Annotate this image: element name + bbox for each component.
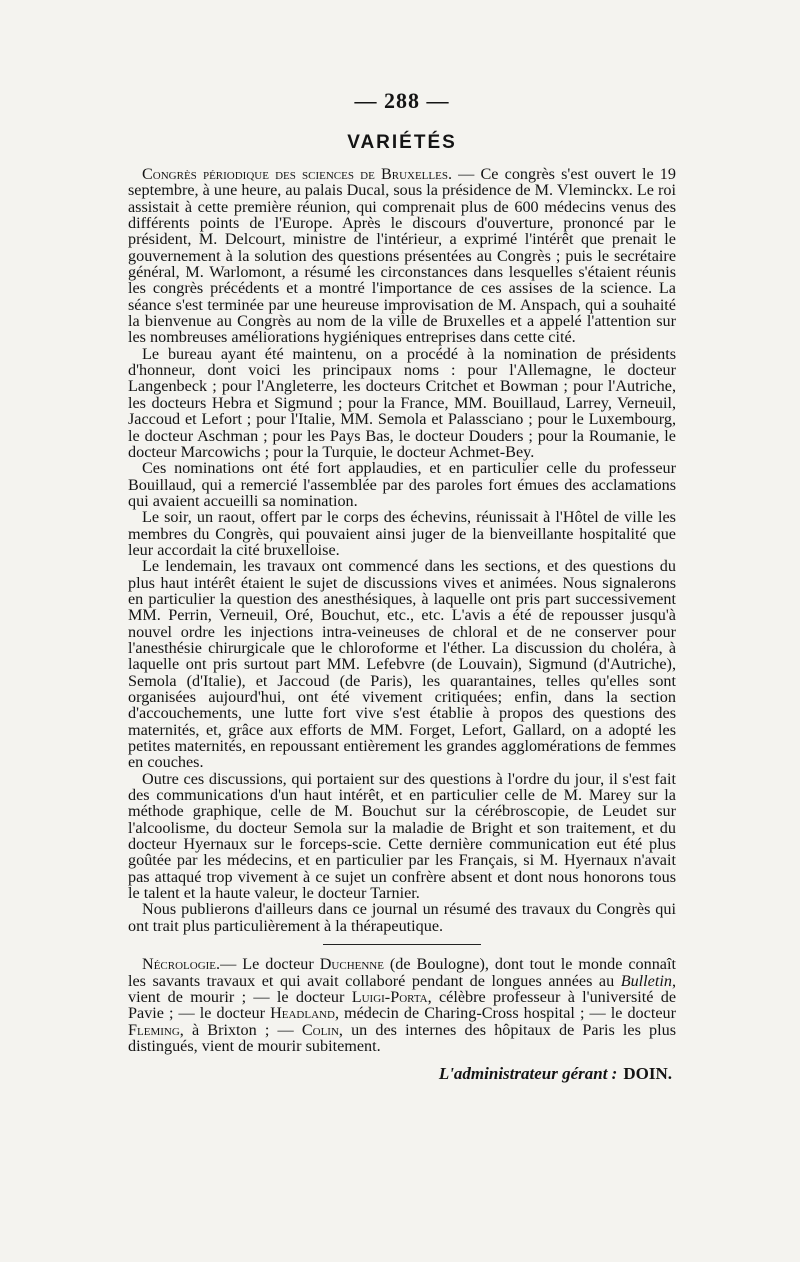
- necrologie-text-5: , médecin de Charing-Cross hospital ; — le docteur: [334, 1004, 676, 1023]
- necrologie-text-2: (de Boulogne), dont tout le monde connaît les savants travaux et qui avait collaboré pendant de longues années au: [128, 955, 676, 990]
- name-luigi-porta: Luigi-Porta: [351, 987, 428, 1006]
- page-number: — 288 —: [354, 88, 450, 113]
- necrologie-text-1: — Le docteur: [220, 955, 320, 974]
- name-colin: Colin: [301, 1020, 339, 1039]
- paragraph-future-summary: Nous publierons d'ailleurs dans ce journal un résumé des travaux du Congrès qui ont trait plus particulièrement à la thérapeutique.: [128, 900, 676, 935]
- necrologie-text-3: , vient de mourir ; — le docteur: [128, 971, 676, 1006]
- signature-label: L'administrateur gérant :: [438, 1064, 618, 1084]
- signature: [128, 1064, 672, 1084]
- name-fleming: Fleming: [128, 1020, 180, 1039]
- bulletin-title: Bulletin: [620, 971, 672, 990]
- signature-name: DOIN.: [623, 1064, 672, 1084]
- section-title: VARIÉTÉS: [347, 132, 457, 153]
- paragraph-nominations-applause: Ces nominations ont été fort applaudies, et en particulier celle du professeur Bouillaud, qui a remercié l'assemblée par des paroles fort émues des acclamations qui avaient accueilli sa nomination.: [128, 459, 676, 510]
- necrologie-text-7: , un des internes des hôpitaux de Paris les plus distingués, vient de mourir subitement.: [128, 1020, 676, 1055]
- paragraph-section-work: Le lendemain, les travaux ont commencé dans les sections, et des questions du plus haut intérêt étaient le sujet de discussions vives et animées. Nous signalerons en particulier la question des anesthésiques, à laquelle ont pris part successivement MM. Perrin, Verneuil, Oré, Bouchut, etc., etc. L'avis a été de repousser jusqu'à nouvel ordre les injections intra-veineuses de chloral et de ne conserver pour l'anesthésie chirurgicale que le chloroforme et l'éther. La discussion du choléra, à laquelle ont pris surtout part MM. Lefebvre (de Louvain), Sigmund (d'Autriche), Semola (d'Italie), et Jaccoud (de Paris), les quarantaines, telles qu'elles sont organisées aujourd'hui, ont été vivement critiquées; enfin, dans la section d'accouchements, une lutte fort vive s'est établie à propos des questions des maternités, et, grâce aux efforts de MM. Forget, Lefort, Gallard, on a adopté les petites maternités, en repoussant entièrement les grandes agglomérations de femmes en couches.: [128, 557, 676, 772]
- paragraph-evening-reception: Le soir, un raout, offert par le corps des échevins, réunissait à l'Hôtel de ville les membres du Congrès, qui pouvaient ainsi juger de la bienveillante hospitalité que leur accordait la cité bruxelloise.: [128, 508, 676, 559]
- paragraph-congres-opening: [128, 166, 676, 346]
- paragraph-communications: Outre ces discussions, qui portaient sur des questions à l'ordre du jour, il s'est fait des communications d'un haut intérêt, et en particulier celle de M. Marey sur la méthode graphique, celle de M. Bouchut sur la cérébroscopie, de Leudet sur l'alcoolisme, du docteur Semola sur la maladie de Bright et son traitement, et du docteur Hyernaux sur le forceps-scie. Cette dernière communication eut été plus goûtée par les médecins, et en particulier par les Français, si M. Hyernaux n'avait pas attaqué trop vivement à ce sujet un confrère absent et dont nous honorons tous le talent et la haute valeur, le docteur Tarnier.: [128, 769, 676, 903]
- paragraph-necrologie: [128, 956, 676, 1054]
- congres-heading: Congrès périodique des sciences de Bruxelles.: [142, 165, 453, 183]
- name-duchenne: Duchenne: [319, 955, 384, 974]
- section-divider: [323, 944, 481, 945]
- necrologie-text-4: , célèbre professeur à l'université de Pavie ; — le docteur: [128, 987, 677, 1023]
- name-headland: Headland: [270, 1004, 335, 1023]
- necrologie-heading: Nécrologie.: [142, 955, 221, 974]
- necrologie-text-6: , à Brixton ; —: [179, 1020, 302, 1039]
- paragraph-honorary-presidents: Le bureau ayant été maintenu, on a procédé à la nomination de présidents d'honneur, dont voici les principaux noms : pour l'Allemagne, le docteur Langenbeck ; pour l'Angleterre, les docteurs Critchet et Bowman ; pour l'Autriche, les docteurs Hebra et Sigmund ; pour la France, MM. Bouillaud, Larrey, Verneuil, Jaccoud et Lefort ; pour l'Italie, MM. Semola et Palassciano ; pour le Luxembourg, le docteur Aschman ; pour les Pays Bas, le docteur Douders ; pour la Roumanie, le docteur Marcowichs ; pour la Turquie, le docteur Achmet-Bey.: [128, 344, 676, 461]
- congres-opening-text: — Ce congrès s'est ouvert le 19 septembre, à une heure, au palais Ducal, sous la présidence de M. Vleminckx. Le roi assistait à cette première réunion, qui comprenait plus de 600 médecins venus des différents points de l'Europe. Après le discours d'ouverture, prononcé par le président, M. Delcourt, ministre de l'intérieur, a exprimé l'intérêt que prenait le gouvernement à la solution des questions présentées au Congrès ; puis le secrétaire général, M. Warlomont, a résumé les circonstances dans lesquelles s'étaient réunis les congrès précédents et a montré l'importance de ces assises de la science. La séance s'est terminée par une heureuse improvisation de M. Anspach, qui a souhaité la bienvenue au Congrès au nom de la ville de Bruxelles et a appelé l'attention sur les nombreuses améliorations hygiéniques entreprises dans cette cité.: [128, 165, 676, 347]
